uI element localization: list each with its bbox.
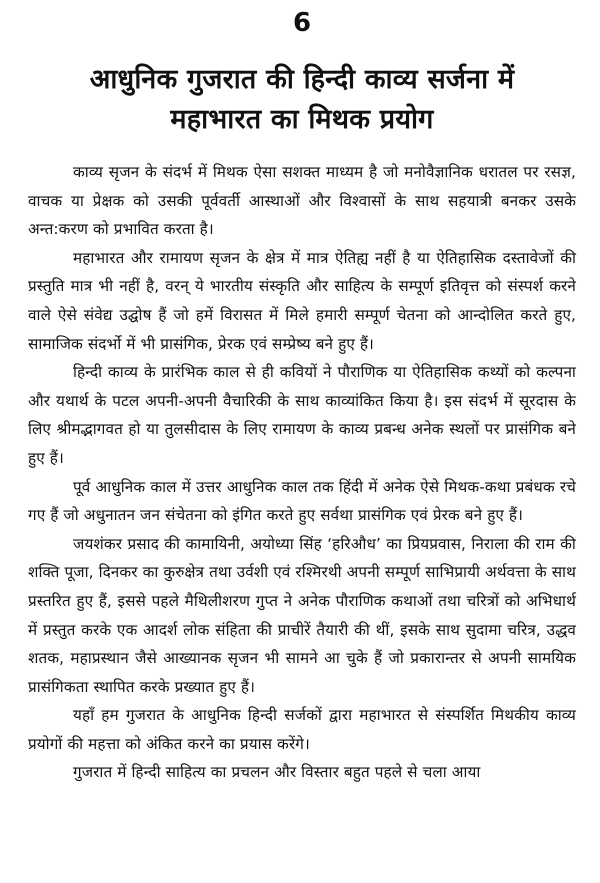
paragraph-5: जयशंकर प्रसाद की कामायिनी, अयोध्या सिंह ‘हरिऔध’ का प्रियप्रवास, निराला की राम की शक्ति पूजा, दिनकर का कुरुक्षेत्र तथा उर्वशी एवं रश्मिरथी अपनी सम्पूर्ण साभिप्रायी अर्थवत्ता के साथ प्रस्तरित हुए हैं, इससे पहले मैथिलीशरण गुप्त ने अनेक पौराणिक कथाओं तथा चरित्रों को अभिधार्थ में प्रस्तुत करके एक आदर्श लोक संहिता की प्राचीरें तैयारी की थीं, इसके साथ सुदामा चरित्र, उद्धव शतक, महाप्रस्थान जैसे आख्यानक सृजन भी सामने आ चुके हैं जो प्रकारान्तर से अपनी सामयिक प्रासंगिकता स्थापित करके प्रख्यात हुए हैं। — [28, 534, 576, 696]
paragraph-7: गुजरात में हिन्दी साहित्य का प्रचलन और विस्तार बहुत पहले से चला आया — [73, 763, 481, 782]
paragraph-1: काव्य सृजन के संदर्भ में मिथक ऐसा सशक्त माध्यम है जो मनोवैज्ञानिक धरातल पर रसज्ञ, वाचक या प्रेक्षक को उसकी पूर्ववर्ती आस्थाओं और विश्वासों के साथ सहयात्री बनकर उसके अन्त:करण को प्रभावित करता है। — [28, 163, 576, 239]
paragraph-6: यहाँ हम गुजरात के आधुनिक हिन्दी सर्जकों द्वारा महाभारत से संस्पर्शित मिथकीय काव्य प्रयोगों की महत्ता को अंकित करने का प्रयास करेंगे। — [28, 706, 576, 753]
chapter-number: 6 — [292, 8, 312, 38]
chapter-body — [28, 158, 576, 787]
chapter-title — [28, 60, 576, 140]
chapter-title-line-1: आधुनिक गुजरात की हिन्दी काव्य सर्जना में — [89, 64, 515, 95]
paragraph-3: हिन्दी काव्य के प्रारंभिक काल से ही कवियों ने पौराणिक या ऐतिहासिक कथ्यों को कल्पना और यथार्थ के पटल अपनी-अपनी वैचारिकी के साथ काव्यांकित किया है। इस संदर्भ में सूरदास के लिए श्रीमद्भागवत हो या तुलसीदास के लिए रामायण के काव्य प्रबन्ध अनेक स्थलों पर प्रासंगिक बने हुए हैं। — [28, 363, 576, 467]
paragraph-4: पूर्व आधुनिक काल में उत्तर आधुनिक काल तक हिंदी में अनेक ऐसे मिथक-कथा प्रबंधक रचे गए हैं जो अधुनातन जन संचेतना को इंगित करते हुए सर्वथा प्रासंगिक एवं प्रेरक बने हुए हैं। — [28, 477, 576, 525]
paragraph-2: महाभारत और रामायण सृजन के क्षेत्र में मात्र ऐतिह्य नहीं है या ऐतिहासिक दस्तावेजों की प्रस्तुति मात्र भी नहीं है, वरन् ये भारतीय संस्कृति और साहित्य के सम्पूर्ण इतिवृत्त को संस्पर्श करने वाले ऐसे संवेद्य उद्घोष हैं जो हमें विरासत में मिले हमारी सम्पूर्ण चेतना को आन्दोलित करते हुए, सामाजिक संदर्भो में भी प्रासंगिक, प्रेरक एवं सम्प्रेष्य बने हुए हैं। — [28, 248, 576, 353]
chapter-title-line-2: महाभारत का मिथक प्रयोग — [170, 104, 434, 135]
